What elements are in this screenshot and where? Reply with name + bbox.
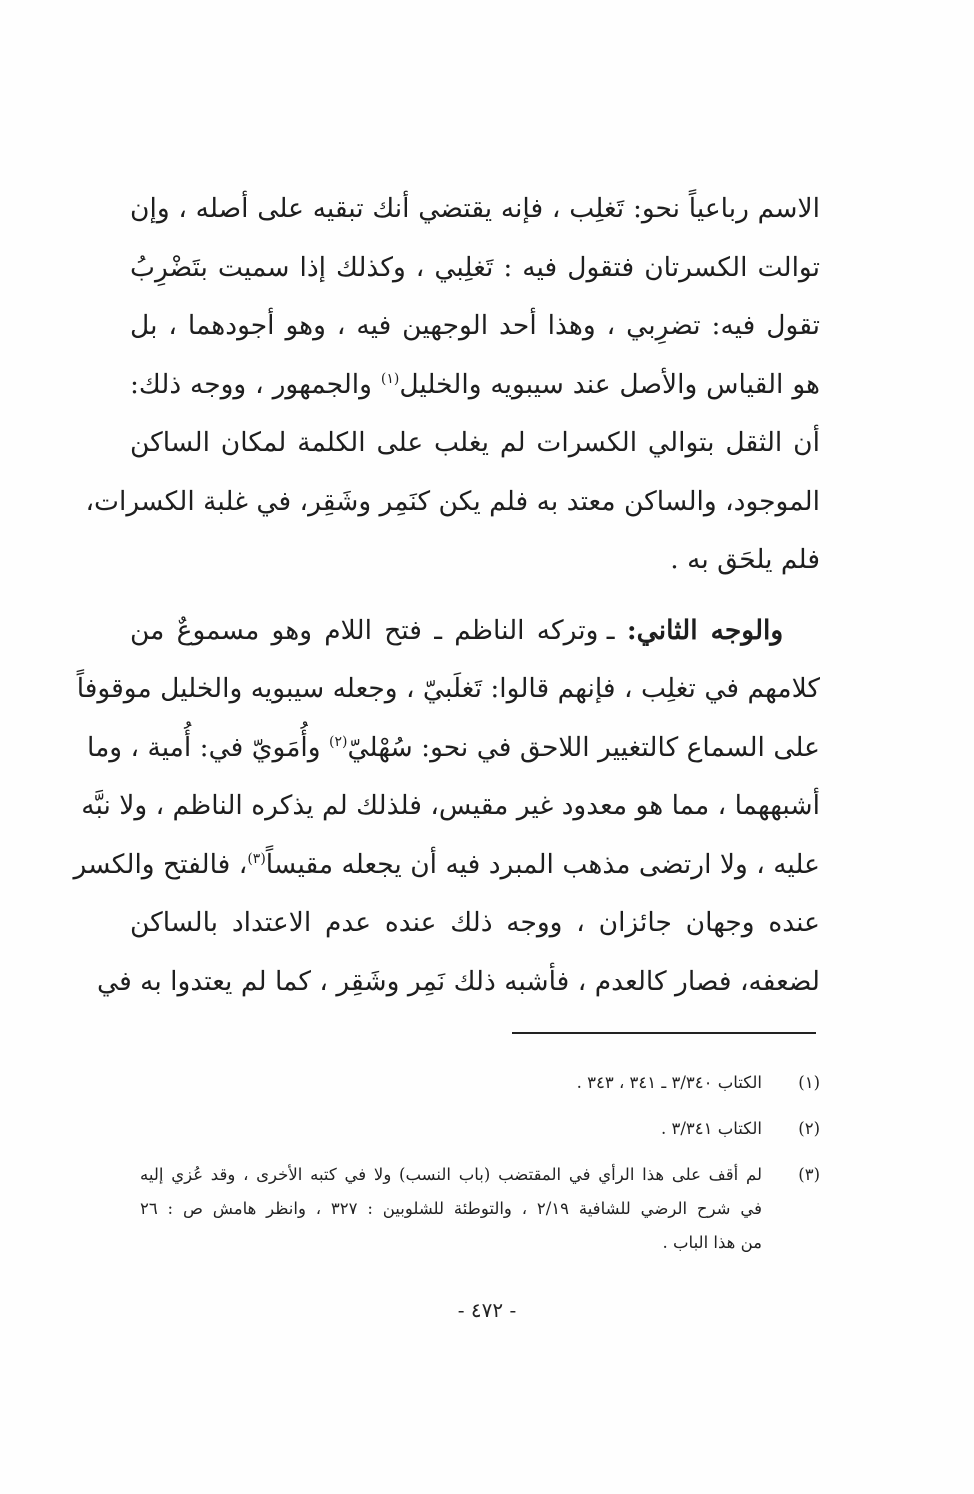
footnote-ref-2[interactable]: (٢) (329, 733, 348, 750)
footnote-number: (٢) (798, 1119, 820, 1138)
text-span: هو القياس والأصل عند سيبويه والخليل (399, 368, 820, 400)
paragraph-2 (73, 602, 820, 1012)
text-line: أن الثقل بتوالي الكسرات لم يغلب على الكلمة لمكان الساكن (130, 427, 820, 458)
footnote-text (140, 1066, 762, 1100)
text-line: عنده وجهان جائزان ، ووجه ذلك عنده عدم الاعتداد بالساكن (130, 907, 820, 938)
footnote-number: (٣) (798, 1165, 820, 1184)
text-span: والجمهور ، ووجه ذلك: (130, 368, 372, 400)
text-line: كلامهم في تغلِب ، فإنهم قالوا: تَغلَبيّ ، وجعله سيبويه والخليل موقوفاً (76, 673, 820, 704)
footnote-number: (١) (798, 1073, 820, 1092)
text-line: توالت الكسرتان فتقول فيه : تَغلِبي ، وكذلك إذا سميت بتَضْرِبُ (130, 251, 820, 283)
footnote-ref-1[interactable]: (١) (380, 370, 400, 387)
footnote-ref-3[interactable]: (٣) (247, 850, 266, 867)
footnote-text (140, 1112, 762, 1146)
footnote-3 (140, 1158, 820, 1260)
footnote-line: في شرح الرضي للشافية ٢/١٩ ، والتوطئة للشلوبين : ٣٢٧ ، وانظر هامش ص : ٢٦ (140, 1199, 762, 1218)
footnote-separator (512, 1032, 816, 1034)
text-line (87, 719, 820, 778)
text-line: لضعفه، فصار كالعدم ، فأشبه ذلك نَمِر وشَقِر ، كما لم يعتدوا به في (97, 965, 820, 997)
text-line: أشبههما ، مما هو معدود غير مقيس، فلذلك لم يذكره الناظم ، ولا نبَّه (81, 790, 820, 821)
text-line (130, 356, 820, 415)
footnote-line: لم أقف على هذا الرأي في المقتضب (باب النسب) ولا في كتبه الأخرى ، وقد عُزي إليه (140, 1165, 762, 1184)
footnote-line: الكتاب ٣/٣٤٠ ـ ٣٤١ ، ٣٤٣ . (576, 1073, 762, 1092)
text-line: الاسم رباعياً نحو: تَغلِب ، فإنه يقتضي أنك تبقيه على أصله ، وإن (130, 193, 820, 224)
text-line (73, 836, 820, 895)
text-line (130, 602, 820, 661)
footnote-2 (140, 1112, 820, 1146)
text-line: تقول فيه: تضرِبي ، وهذا أحد الوجهين فيه ، وهو أجودهما ، بل (130, 310, 820, 341)
text-line: الموجود، والساكن معتد به فلم يكن كنَمِر وشَقِر، في غلبة الكسرات، (85, 485, 820, 517)
paragraph-lead: والوجه الثاني: (626, 614, 784, 646)
text-span: ـ وتركه الناظم ـ فتح اللام وهو مسموعٌ من (130, 614, 615, 646)
footnotes (140, 1066, 820, 1272)
text-line: فلم يلحَق به . (670, 544, 820, 575)
footnote-1 (140, 1066, 820, 1100)
text-span: على السماع كالتغيير اللاحق في نحو: سُهْليّ (347, 731, 820, 763)
text-span: ، فالفتح والكسر (73, 848, 248, 880)
main-text (73, 180, 820, 1011)
page-number: - ٤٧٢ - (457, 1298, 517, 1322)
footnote-text (140, 1158, 762, 1260)
text-span: وأُمَويّ في: أُمية ، وما (87, 731, 321, 763)
text-span: عليه ، ولا ارتضى مذهب المبرد فيه أن يجعله مقيساً (265, 848, 820, 880)
footnote-line: الكتاب ٣/٣٤١ . (660, 1119, 762, 1138)
paragraph-1 (85, 180, 820, 590)
footnote-line: من هذا الباب . (662, 1233, 762, 1252)
